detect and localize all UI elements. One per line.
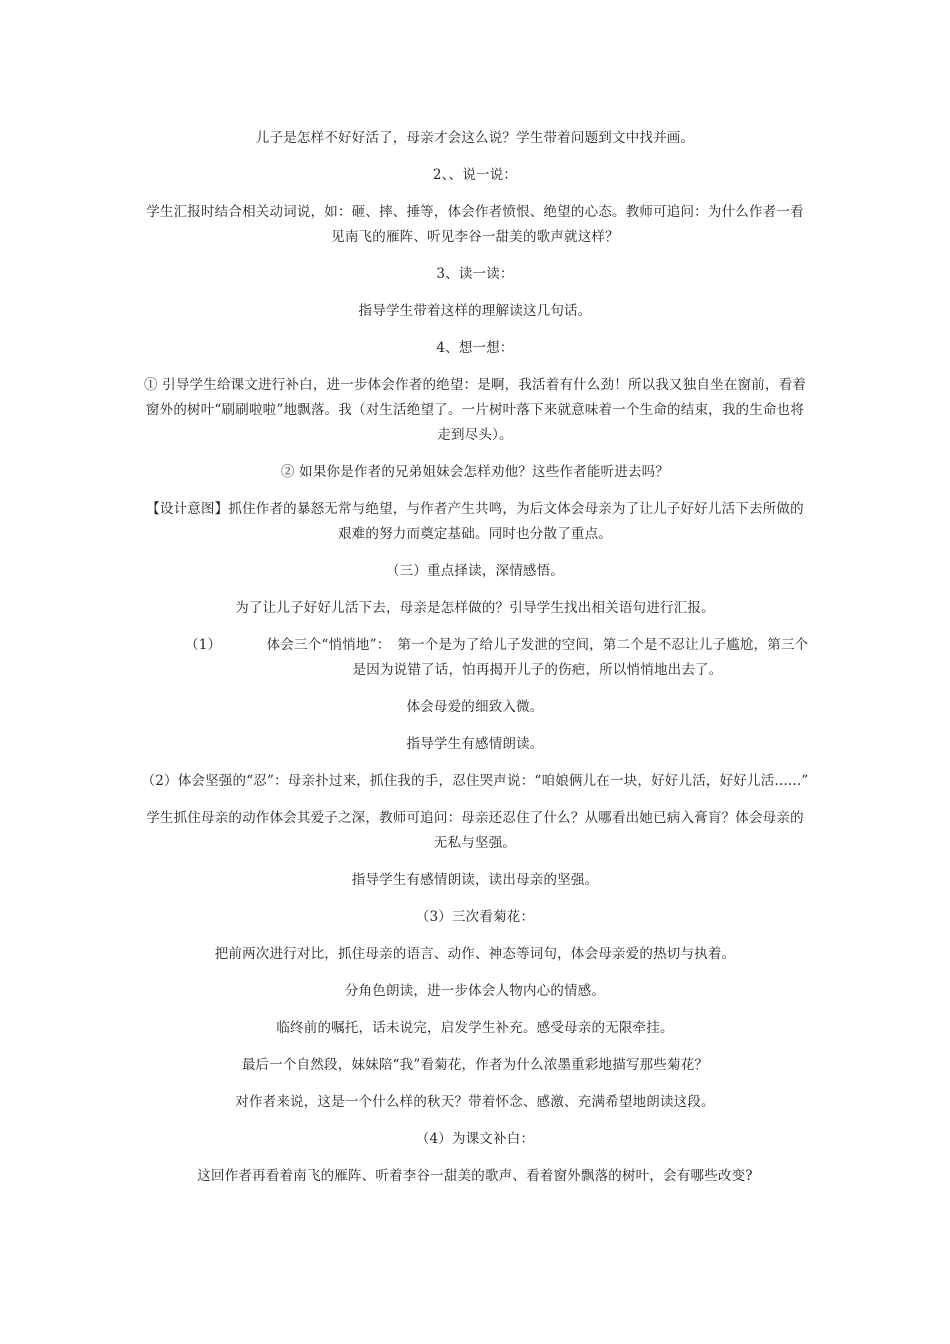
paragraph-change: 这回作者再看着南飞的雁阵、听着李谷一甜美的歌声、看着窗外飘落的树叶，会有哪些改变? (197, 1168, 753, 1184)
paragraph-role-reading: 分角色朗读，进一步体会人物内心的情感。 (344, 983, 606, 999)
list-item-number: （1） (185, 637, 222, 653)
paragraph-guide-read: 指导学生带着这样的理解读这几句话。 (358, 303, 592, 319)
heading-chrysanthemum: （3）三次看菊花： (415, 909, 535, 925)
paragraph-design-intent: 【设计意图】抓住作者的暴怒无常与绝望，与作者产生共鸣，为后文体会母亲为了让儿子好好儿活下去所做的艰难的努力而奠定基础。同时也分散了重点。 (146, 501, 804, 542)
paragraph-endure: （2）体会坚强的“忍”：母亲扑过来，抓住我的手，忍住哭声说：“咱娘俩儿在一块，好好儿活，好好儿活......” (141, 773, 809, 789)
paragraph-student-report: 学生汇报时结合相关动词说，如：砸、摔、捶等，体会作者愤恨、绝望的心态。教师可追问：为什么作者一看见南飞的雁阵、听见李谷一甜美的歌声就这样？ (146, 204, 804, 245)
document-page (140, 126, 810, 1201)
paragraph-mother-strength: 学生抓住母亲的动作体会其爱子之深，教师可追问：母亲还忍住了什么？从哪看出她已病入膏肓？体会母亲的无私与坚强。 (146, 810, 804, 851)
paragraph-fill-in: ① 引导学生给课文进行补白，进一步体会作者的绝望：是啊，我活着有什么劲！所以我又独自坐在窗前，看着窗外的树叶“刷刷啦啦”地飘落。我（对生活绝望了。一片树叶落下来就意味着一个生命的结束，我的生命也将走到尽头）。 (143, 377, 807, 443)
list-item-text: 体会三个“悄悄地”： 第一个是为了给儿子发泄的空间，第二个是不忍让儿子尴尬，第三个是因为说错了话，怕再揭开儿子的伤疤，所以悄悄地出去了。 (266, 637, 809, 678)
paragraph-autumn: 对作者来说，这是一个什么样的秋天？带着怀念、感激、充满希望地朗读这段。 (235, 1094, 715, 1110)
section-heading-key-reading: （三）重点择读，深情感悟。 (385, 563, 565, 579)
heading-think: 4、想一想： (436, 340, 514, 356)
list-item-1 (140, 633, 810, 683)
paragraph-last-section: 最后一个自然段，妹妹陪“我”看菊花，作者为什么浓墨重彩地描写那些菊花？ (241, 1057, 709, 1073)
paragraph-mother-actions: 为了让儿子好好儿活下去，母亲是怎样做的？引导学生找出相关语句进行汇报。 (235, 600, 715, 616)
paragraph-compare: 把前两次进行对比，抓住母亲的语言、动作、神态等词句，体会母亲爱的热切与执着。 (214, 946, 736, 962)
heading-say: 2、、说一说： (432, 167, 518, 183)
paragraph-read-strength: 指导学生有感情朗读，读出母亲的坚强。 (351, 872, 599, 888)
paragraph-read-aloud: 指导学生有感情朗读。 (406, 736, 544, 752)
paragraph-siblings: ② 如果你是作者的兄弟姐妹会怎样劝他？这些作者能听进去吗？ (280, 464, 670, 480)
heading-supplement: （4）为课文补白： (415, 1131, 535, 1147)
paragraph-mother-love: 体会母爱的细致入微。 (406, 699, 544, 715)
paragraph-last-words: 临终前的嘱托，话未说完，启发学生补充。感受母亲的无限牵挂。 (276, 1020, 674, 1036)
paragraph-question: 儿子是怎样不好好活了，母亲才会这么说？学生带着问题到文中找并画。 (255, 130, 695, 146)
heading-read: 3、读一读： (436, 266, 514, 282)
